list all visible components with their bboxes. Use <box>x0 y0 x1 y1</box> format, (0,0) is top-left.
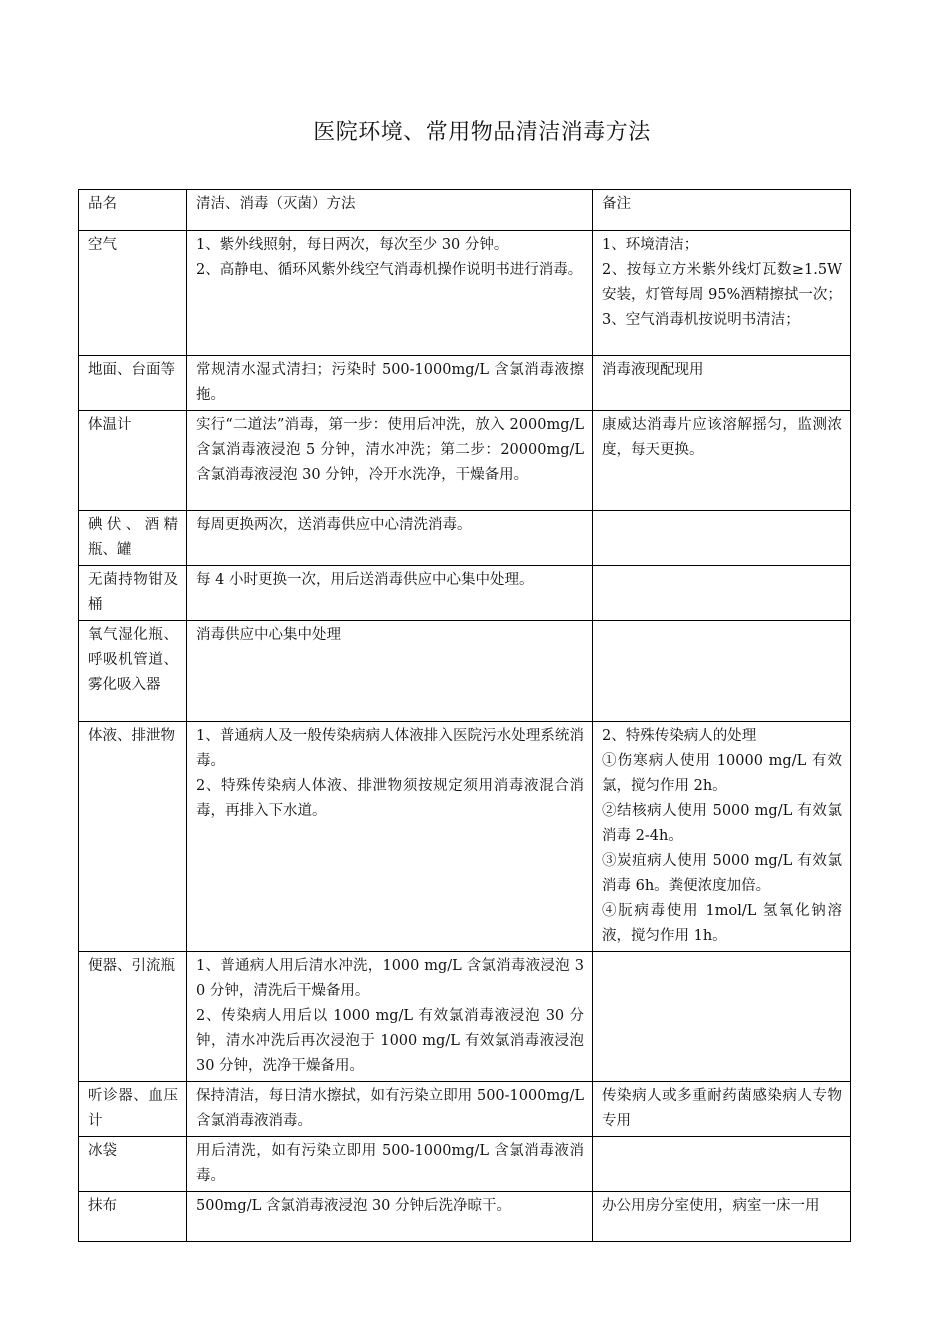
page-title: 医院环境、常用物品清洁消毒方法 <box>313 120 651 145</box>
note-cell: 康威达消毒片应该溶解摇匀，监测浓度，每天更换。 <box>593 411 851 511</box>
item-name-cell: 冰袋 <box>79 1137 187 1192</box>
note-cell <box>593 952 851 1082</box>
method-cell: 消毒供应中心集中处理 <box>187 621 593 722</box>
note-line: 3、空气消毒机按说明书清洁； <box>602 312 800 328</box>
table-row <box>79 231 851 356</box>
table-row <box>79 722 851 952</box>
note-cell: 消毒液现配现用 <box>593 356 851 411</box>
item-name-cell: 抹布 <box>79 1192 187 1242</box>
method-line: 2、特殊传染病人体液、排泄物须按规定须用消毒液混合消毒，再排入下水道。 <box>196 778 584 819</box>
note-line: ④朊病毒使用 1mol/L 氢氧化钠溶液，搅匀作用 1h。 <box>602 903 842 944</box>
method-cell: 每周更换两次，送消毒供应中心清洗消毒。 <box>187 511 593 566</box>
note-line: 1、环境清洁； <box>602 237 699 253</box>
method-cell <box>187 952 593 1082</box>
table-row <box>79 411 851 511</box>
method-cell: 实行“二道法”消毒，第一步：使用后冲洗，放入 2000mg/L 含氯消毒液浸泡 5 分钟，清水冲洗；第二步：20000mg/L 含氯消毒液浸泡 30 分钟，冷开水洗净，干燥备用。 <box>187 411 593 511</box>
note-cell <box>593 1137 851 1192</box>
header-note: 备注 <box>593 190 851 231</box>
note-line: ①伤寒病人使用 10000 mg/L 有效氯，搅匀作用 2h。 <box>602 753 842 794</box>
note-line: ③炭疽病人使用 5000 mg/L 有效氯消毒 6h。粪便浓度加倍。 <box>602 853 842 894</box>
method-cell <box>187 231 593 356</box>
item-name-cell: 空气 <box>79 231 187 356</box>
note-cell <box>593 231 851 356</box>
method-cell: 常规清水湿式清扫；污染时 500-1000mg/L 含氯消毒液擦拖。 <box>187 356 593 411</box>
method-line: 1、普通病人及一般传染病病人体液排入医院污水处理系统消毒。 <box>196 728 584 769</box>
method-line: 2、高静电、循环风紫外线空气消毒机操作说明书进行消毒。 <box>196 262 583 278</box>
item-name-cell: 体液、排泄物 <box>79 722 187 952</box>
table-row <box>79 1082 851 1137</box>
note-cell <box>593 566 851 621</box>
method-cell: 用后清洗，如有污染立即用 500-1000mg/L 含氯消毒液消毒。 <box>187 1137 593 1192</box>
method-cell: 500mg/L 含氯消毒液浸泡 30 分钟后洗净晾干。 <box>187 1192 593 1242</box>
note-line: 2、按每立方米紫外线灯瓦数≥1.5W安装，灯管每周 95%酒精擦拭一次； <box>602 262 842 303</box>
note-cell: 办公用房分室使用，病室一床一用 <box>593 1192 851 1242</box>
method-cell: 保持清洁，每日清水擦拭，如有污染立即用 500-1000mg/L 含氯消毒液消毒。 <box>187 1082 593 1137</box>
table-row <box>79 952 851 1082</box>
item-name-cell: 地面、台面等 <box>79 356 187 411</box>
note-cell <box>593 621 851 722</box>
note-line: 2、特殊传染病人的处理 <box>602 728 757 744</box>
note-cell <box>593 511 851 566</box>
method-line: 1、紫外线照射，每日两次，每次至少 30 分钟。 <box>196 237 509 253</box>
item-name-cell: 碘伏、酒精瓶、罐 <box>79 511 187 566</box>
table-row <box>79 621 851 722</box>
item-name-cell: 无菌持物钳及桶 <box>79 566 187 621</box>
note-cell <box>593 722 851 952</box>
table-row <box>79 1137 851 1192</box>
note-line: ②结核病人使用 5000 mg/L 有效氯消毒 2-4h。 <box>602 803 842 844</box>
item-name-cell: 便器、引流瓶 <box>79 952 187 1082</box>
header-item-name: 品名 <box>79 190 187 231</box>
method-cell <box>187 722 593 952</box>
method-cell: 每 4 小时更换一次，用后送消毒供应中心集中处理。 <box>187 566 593 621</box>
item-name-cell: 体温计 <box>79 411 187 511</box>
disinfection-table <box>78 189 851 1242</box>
method-line: 2、传染病人用后以 1000 mg/L 有效氯消毒液浸泡 30 分钟，清水冲洗后再次浸泡于 1000 mg/L 有效氯消毒液浸泡 30 分钟，洗净干燥备用。 <box>196 1008 584 1074</box>
table-row <box>79 356 851 411</box>
table-row <box>79 511 851 566</box>
header-method: 清洁、消毒（灭菌）方法 <box>187 190 593 231</box>
item-name-cell: 氧气湿化瓶、呼吸机管道、雾化吸入器 <box>79 621 187 722</box>
method-line: 1、普通病人用后清水冲洗，1000 mg/L 含氯消毒液浸泡 30 分钟，清洗后干燥备用。 <box>196 958 584 999</box>
table-row <box>79 1192 851 1242</box>
item-name-cell: 听诊器、血压计 <box>79 1082 187 1137</box>
note-cell: 传染病人或多重耐药菌感染病人专物专用 <box>593 1082 851 1137</box>
table-header-row <box>79 190 851 231</box>
table-row <box>79 566 851 621</box>
